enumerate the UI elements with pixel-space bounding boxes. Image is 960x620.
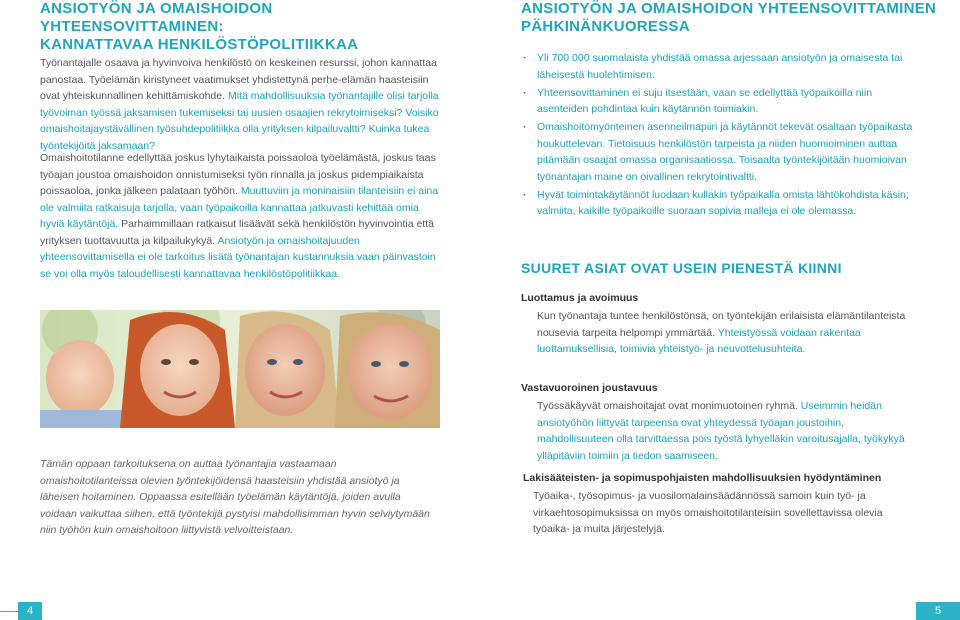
summary-bullet-list [521,50,921,221]
subsection-text-a: Kun työnantaja tuntee henkilöstönsä, on työntekijän erilaisista elämäntilanteista nousevia tarpeita helpompi ymmärtää. [537,310,906,339]
subsection-flexibility [521,382,921,464]
second-text-d: Ansiotyön ja omaishoitajuuden yhteensovittamisella ei ole tarkoitus lisätä työnantajan kustannuksia vaan päinvastoin se voi olla myös taloudellisesti kannattavaa henkilöstöpolitiikkaa. [40,234,436,280]
subsection-legal [521,472,921,538]
list-item: · Omaishoitomyönteinen asenneilmapiiri ja käytännöt tekevät osaltaan työpaikasta houkuttelevan. Tietoisuus henkilöstön tarpeista ja niiden huomioiminen auttaa pitämään osaajat omassa organisaatiossa. Toisaalta työntekijöitään huomioivan työnantajan maine on oivallinen rekrytointivaltti. [521,119,921,185]
subsection-body [533,488,921,538]
second-text-c: Parhaimmillaan ratkaisut lisäävät sekä henkilöstön hyvinvointia että yrityksen tuottavuutta ja kilpailukykyä. [40,218,434,247]
subsection-text-b: Useimmin heidän ansiotyöhön liittyvät tarpeensa ovat yhteydessä työajan joustoihin, mahdollisuuteen olla tarvittaessa pois työstä lyhyelläkin varoitusajalla, työkykyä ylläpitäviin toimiin ja tiedon saamiseen. [537,400,905,462]
subsection-title: Luottamus ja avoimuus [521,292,639,304]
list-item: · Yhteensovittaminen ei suju itsestään, vaan se edellyttää työpaikoilla niin asenteiden pohdintaa kuin käytännön toimiakin. [521,85,921,118]
second-text-b: Muuttuviin ja moninaisiin tilanteisiin ei aina ole valmiita ratkaisuja tarjolla, vaan työpaikoilla kannattaa jatkuvasti kehittää omia hyviä käytäntöjä. [40,185,439,230]
page-number-left: 4 [18,602,42,620]
second-paragraph [40,150,445,282]
subsection-text-b: Yhteistyössä voidaan rakentaa luottamuksellisia, toimivia yhteistyö- ja neuvottelusuhteita. [537,326,861,355]
list-item: · Yli 700 000 suomalaista yhdistää omassa arjessaan ansiotyön ja omaisesta tai läheisestä huolehtimisen. [521,50,921,83]
left-heading-line2: KANNATTAVAA HENKILÖSTÖPOLITIIKKAA [40,36,359,53]
page-rule-left [0,611,18,612]
intro-text-a: Työnantajalle osaava ja hyvinvoiva henkilöstö on keskeinen resurssi, johon kannattaa panostaa. Työelämän kiristyneet vaatimukset yhdistettynä perhe-elämän haasteisiin ovat yhteiskunnallinen kehittämiskohde. [40,57,437,102]
photo-caption: Tämän oppaan tarkoituksena on auttaa työnantajia vastaamaan omaishoitotilanteissa olevien työntekijöidensä haasteisiin yhdistää ansiotyö ja läheisen hoitaminen. Oppaassa esitellään työelämän käytäntöjä, joiden avulla voidaan vaikuttaa siihen, että työntekijä pystyisi mahdollisimman hyvin selviytymään niin työhön kuin omaishoitoon liittyvistä velvoitteistaan. [40,458,430,536]
left-heading-line1: ANSIOTYÖN JA OMAISHOIDON YHTEENSOVITTAMINEN: [40,0,273,35]
intro-paragraph [40,55,450,154]
subsection-body [537,308,921,358]
family-portrait-image [40,310,440,428]
right-heading [521,0,941,36]
subsection-trust [521,292,921,358]
family-photo [40,310,440,428]
section-heading: SUURET ASIAT OVAT USEIN PIENESTÄ KIINNI [521,260,842,276]
subsection-body [537,398,921,464]
page-number-right: 5 [916,602,960,620]
right-heading-line2: PÄHKINÄNKUORESSA [521,18,690,35]
intro-text-b: Mitä mahdollisuuksia työnantajille olisi tarjolla työvoiman työssä jaksamisen tukemiseksi tai uusien osaajien rekrytoimiseksi? Voisiko omaishoitajaystävällinen työsuhdepolitiikka olla yrityksen kilpailuvaltti? Kuinka tukea työntekijöitä jaksamaan? [40,90,439,152]
list-item: · Hyvät toimintakäytännöt luodaan kullakin työpaikalla omista lähtökohdista käsin; valmiita, kaikille työpaikoille suoraan sopivia malleja ei ole olemassa. [521,187,921,220]
second-text-a: Omaishoitotilanne edellyttää joskus lyhytaikaista poissaoloa työelämästä, joskus taas työajan joustoa omaishoidon onnistumiseksi työn rinnalla ja joskus pidempiaikaista poissaoloa, jonka jälkeen palataan työhön. [40,152,436,197]
subsection-text-a: Työssäkäyvät omaishoitajat ovat monimuotoinen ryhmä. [537,400,798,412]
right-heading-line1: ANSIOTYÖN JA OMAISHOIDON YHTEENSOVITTAMINEN [521,0,937,17]
subsection-title: Lakisääteisten- ja sopimuspohjaisten mahdollisuuksien hyödyntäminen [523,472,882,484]
subsection-title: Vastavuoroinen joustavuus [521,382,658,394]
left-heading [40,0,460,54]
subsection-text-a: Työaika-, työsopimus- ja vuosilomalainsäädännössä samoin kuin työ- ja virkaehtosopimuksissa on myös omaishoitotilanteisiin sovellettavissa olevia työaika- ja muita järjestelyjä. [533,490,883,535]
